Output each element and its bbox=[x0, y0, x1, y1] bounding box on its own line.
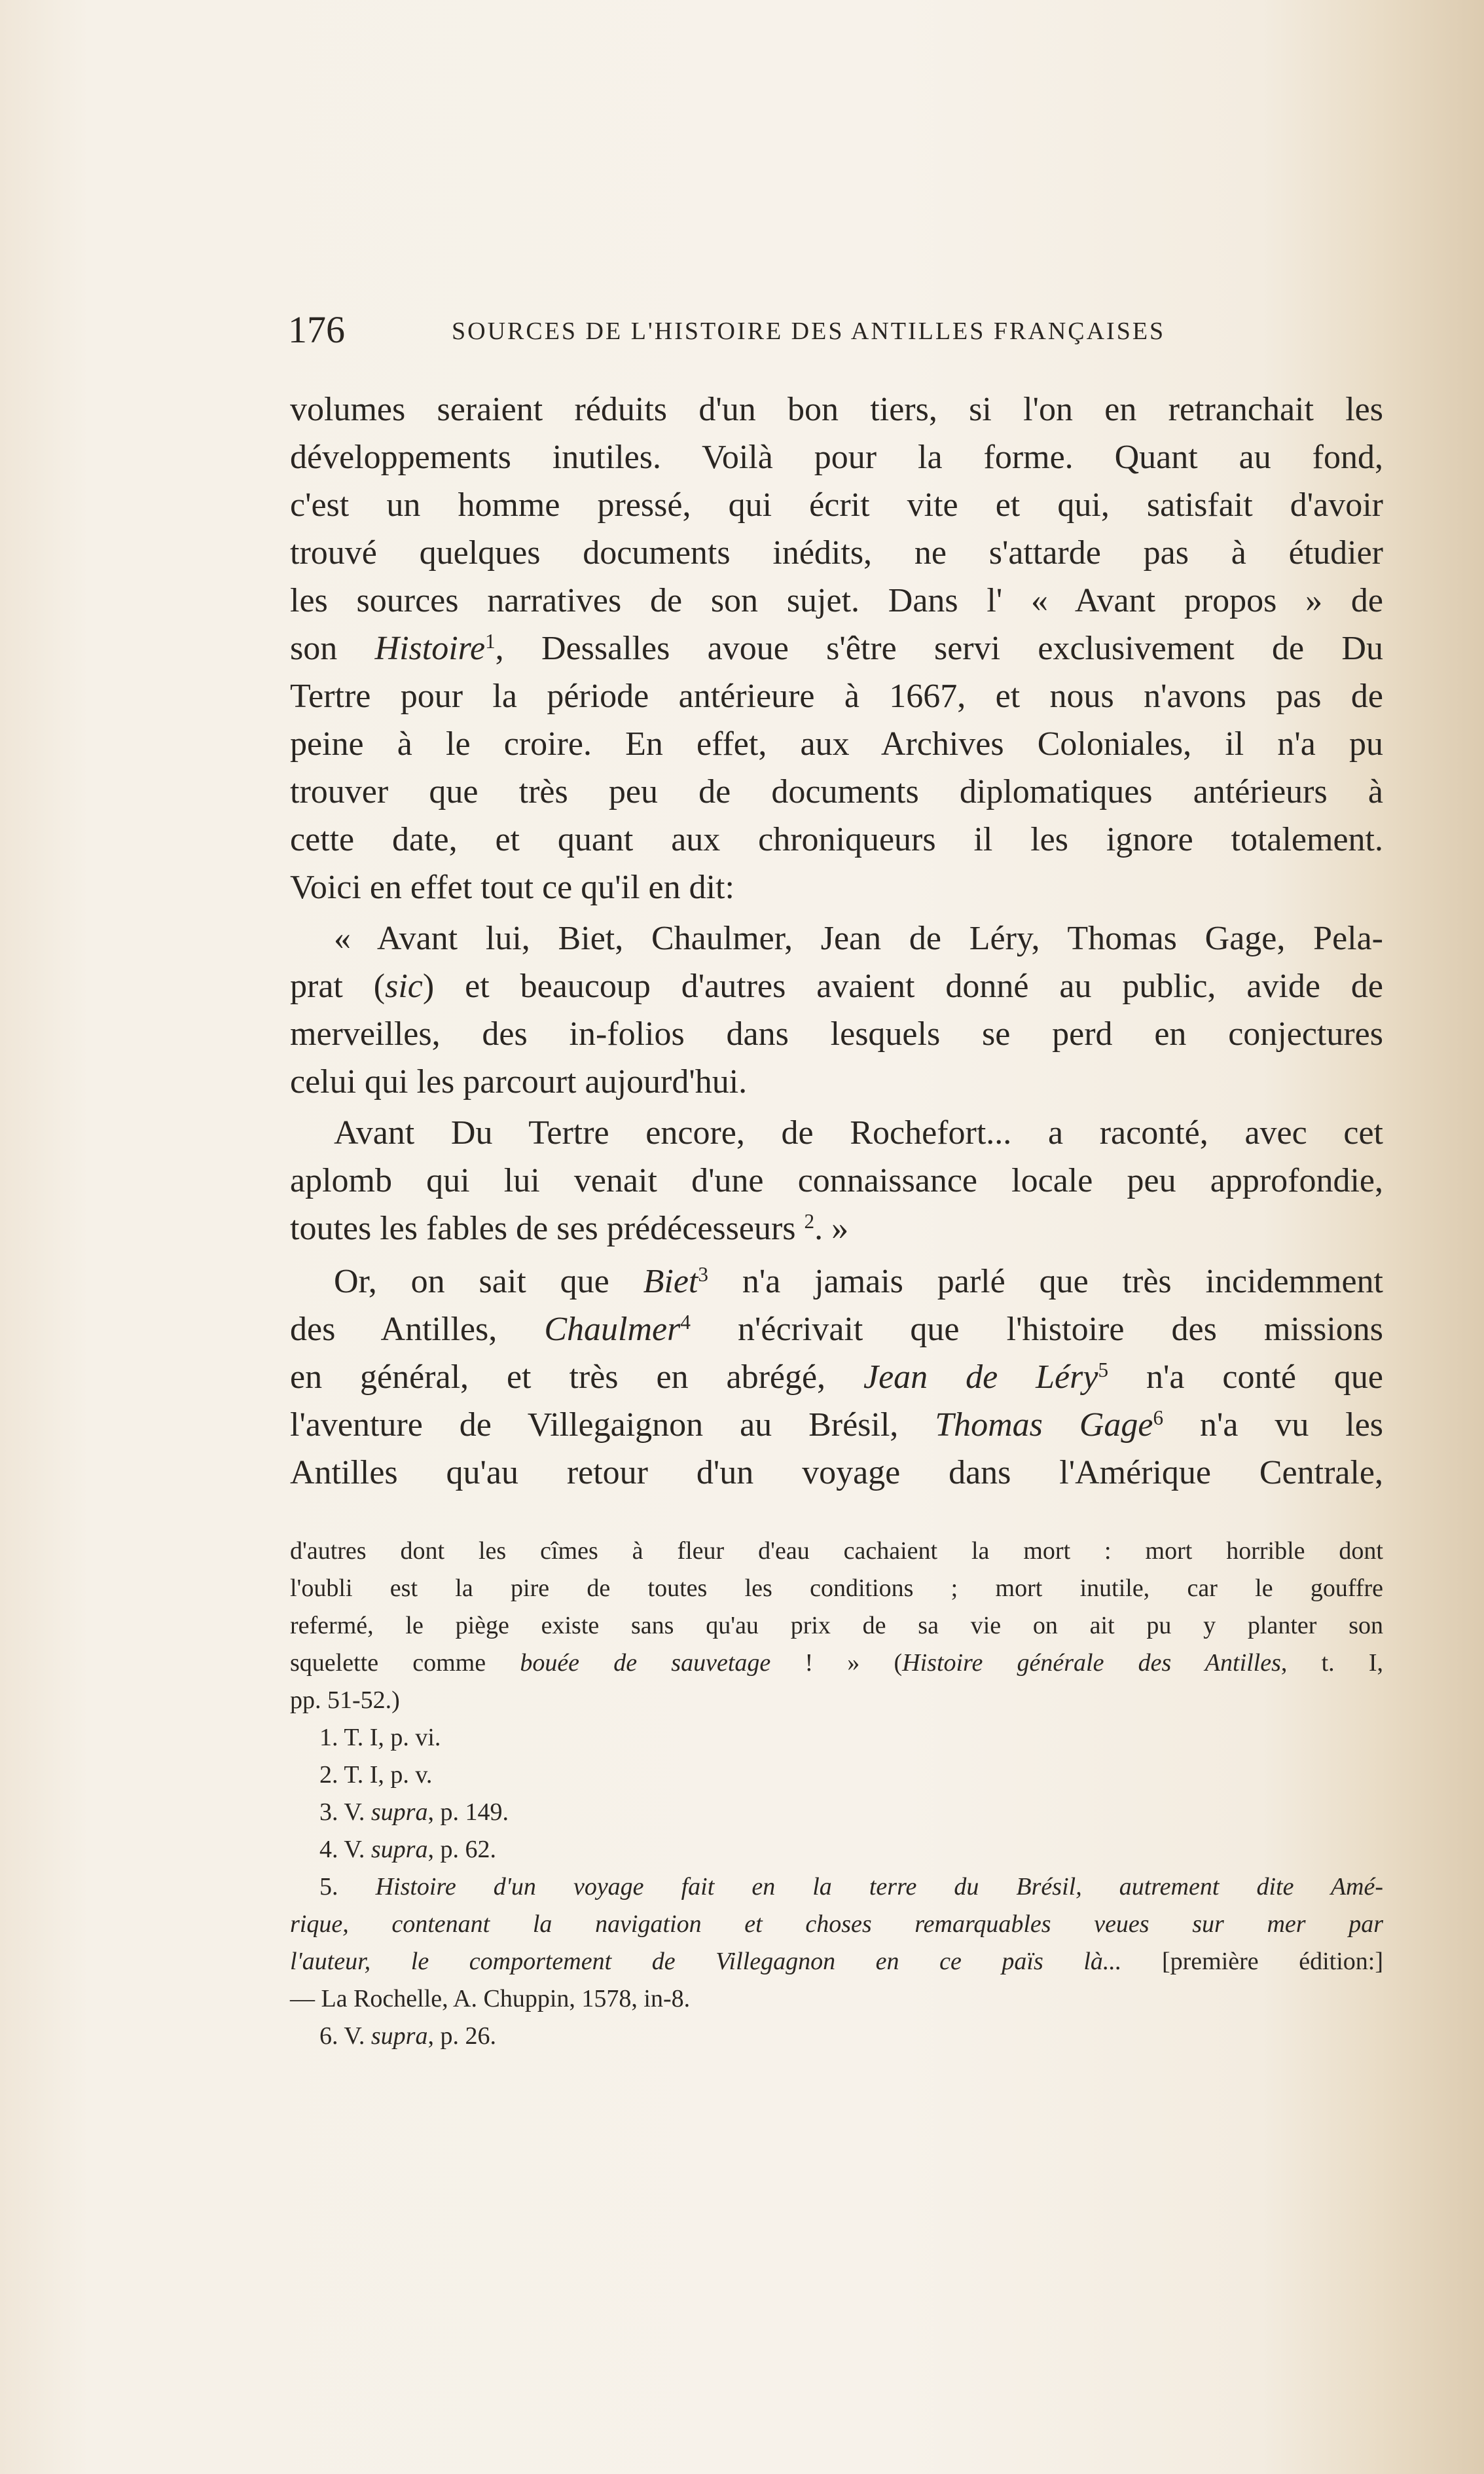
footnote-ref[interactable]: 5 bbox=[1098, 1358, 1109, 1381]
text: , p. 62. bbox=[427, 1836, 496, 1863]
quote-line: « Avant lui, Biet, Chaulmer, Jean de Léry, Thomas Gage, Pela- bbox=[334, 920, 1383, 957]
footnote-number: 3. bbox=[319, 1798, 338, 1826]
text: . » bbox=[814, 1210, 849, 1247]
body-line: Antilles qu'au retour d'un voyage dans l'Amérique Centrale, bbox=[290, 1454, 1383, 1491]
footnote-ref[interactable]: 6 bbox=[1153, 1406, 1164, 1429]
footnote-ref[interactable]: 1 bbox=[485, 629, 496, 653]
running-title: SOURCES DE L'HISTOIRE DES ANTILLES FRANÇAISES bbox=[452, 318, 1166, 345]
italic-text: supra bbox=[371, 1798, 428, 1826]
text: en général, et très en abrégé, bbox=[290, 1358, 863, 1396]
text: l'aventure de Villegaignon au Brésil, bbox=[290, 1406, 935, 1444]
body-line bbox=[290, 1310, 1384, 1348]
text: , t. I, bbox=[1280, 1649, 1384, 1677]
text: des Antilles, bbox=[290, 1311, 545, 1348]
footnote-5-line bbox=[290, 1912, 1383, 1937]
text: V. bbox=[344, 1798, 371, 1826]
footnote-ref[interactable]: 4 bbox=[680, 1310, 691, 1334]
quote-line: aplomb qui lui venait d'une connaissance locale peu approfondie, bbox=[290, 1162, 1383, 1199]
body-line bbox=[334, 1262, 1383, 1300]
footnote-text: T. I, p. v. bbox=[344, 1761, 433, 1789]
quote-line bbox=[290, 1209, 1383, 1247]
footnote-2 bbox=[319, 1762, 1383, 1787]
text: son bbox=[290, 630, 375, 667]
body-line: Voici en effet tout ce qu'il en dit: bbox=[290, 869, 734, 906]
body-line bbox=[290, 1408, 1383, 1442]
footnote-continuation-line: d'autres dont les cîmes à fleur d'eau cachaient la mort : mort horrible dont bbox=[290, 1537, 1383, 1565]
body-line bbox=[290, 1360, 1383, 1394]
text: Or, on sait que bbox=[334, 1263, 643, 1300]
footnote-continuation-line bbox=[290, 1650, 1383, 1675]
italic-name: Jean de Léry bbox=[863, 1358, 1098, 1396]
footnote-number: 1. bbox=[319, 1724, 338, 1751]
quote-line bbox=[290, 970, 1383, 1004]
text: n'a conté que bbox=[1108, 1358, 1384, 1396]
body-line: trouver que très peu de documents diplomatiques antérieurs à bbox=[290, 773, 1383, 810]
text: prat ( bbox=[290, 968, 386, 1005]
footnote-5 bbox=[319, 1874, 1383, 1899]
text: toutes les fables de ses prédécesseurs bbox=[290, 1210, 805, 1247]
body-line bbox=[290, 629, 1383, 667]
text: n'a vu les bbox=[1163, 1406, 1384, 1444]
italic-name: Thomas Gage bbox=[935, 1406, 1153, 1444]
italic-name: Chaulmer bbox=[544, 1311, 681, 1348]
italic-name: Biet bbox=[643, 1263, 698, 1300]
text: , Dessalles avoue s'être servi exclusivement de Du bbox=[495, 630, 1383, 667]
italic-title: Histoire bbox=[374, 630, 486, 667]
footnote-continuation-line: l'oubli est la pire de toutes les conditions ; mort inutile, car le gouffre bbox=[290, 1574, 1383, 1602]
text: ) et beaucoup d'autres avaient donné au public, avide de bbox=[422, 968, 1383, 1005]
page-header bbox=[288, 308, 1401, 354]
body-line: volumes seraient réduits d'un bon tiers, si l'on en retranchait les bbox=[290, 391, 1383, 428]
italic-title: Histoire générale des Antilles bbox=[902, 1649, 1281, 1677]
text: [première édition:] bbox=[1121, 1948, 1384, 1975]
footnote-ref[interactable]: 3 bbox=[698, 1262, 708, 1286]
footnote-4 bbox=[319, 1837, 1383, 1862]
text: , p. 149. bbox=[427, 1798, 509, 1826]
body-line: c'est un homme pressé, qui écrit vite et qui, satisfait d'avoir bbox=[290, 486, 1383, 524]
text: , p. 26. bbox=[427, 2022, 496, 2050]
quote-line: celui qui les parcourt aujourd'hui. bbox=[290, 1063, 748, 1101]
text: n'écrivait que l'histoire des missions bbox=[690, 1311, 1384, 1348]
footnote-1 bbox=[319, 1725, 1383, 1750]
italic-title: Histoire d'un voyage fait en la terre du Brésil, autrement dite Amé- bbox=[375, 1873, 1383, 1901]
text: V. bbox=[344, 2022, 371, 2050]
italic-text: supra bbox=[371, 1836, 428, 1863]
footnote-continuation-line: pp. 51-52.) bbox=[290, 1686, 400, 1714]
footnote-number: 6. bbox=[319, 2022, 338, 2050]
body-line: peine à le croire. En effet, aux Archives Coloniales, il n'a pu bbox=[290, 725, 1383, 763]
body-line: cette date, et quant aux chroniqueurs il les ignore totalement. bbox=[290, 821, 1383, 858]
footnote-number: 5. bbox=[319, 1873, 338, 1901]
footnote-3 bbox=[319, 1800, 1383, 1825]
footnote-5-line bbox=[290, 1949, 1383, 1974]
italic-title: l'auteur, le comportement de Villegagnon en ce païs là... bbox=[290, 1948, 1122, 1975]
page-number: 176 bbox=[288, 308, 345, 351]
footnote-continuation-line: refermé, le piège existe sans qu'au prix de sa vie on ait pu y planter son bbox=[290, 1612, 1383, 1639]
footnote-6 bbox=[319, 2024, 1383, 2048]
italic-sic: sic bbox=[385, 968, 423, 1005]
body-line: les sources narratives de son sujet. Dans l' « Avant propos » de bbox=[290, 582, 1383, 619]
text: V. bbox=[344, 1836, 371, 1863]
body-line: développements inutiles. Voilà pour la forme. Quant au fond, bbox=[290, 439, 1383, 476]
italic-text: supra bbox=[371, 2022, 428, 2050]
text: ! » ( bbox=[770, 1649, 903, 1677]
italic-title: rique, contenant la navigation et choses remarquables veues sur mer par bbox=[290, 1910, 1383, 1938]
body-line: trouvé quelques documents inédits, ne s'attarde pas à étudier bbox=[290, 534, 1383, 572]
footnote-5-line: — La Rochelle, A. Chuppin, 1578, in-8. bbox=[290, 1985, 691, 2012]
text: squelette comme bbox=[290, 1649, 520, 1677]
footnote-ref[interactable]: 2 bbox=[804, 1209, 815, 1233]
quote-line: merveilles, des in-folios dans lesquels se perd en conjectures bbox=[290, 1015, 1383, 1053]
footnote-number: 4. bbox=[319, 1836, 338, 1863]
italic-text: bouée de sauvetage bbox=[520, 1649, 771, 1677]
footnote-number: 2. bbox=[319, 1761, 338, 1789]
body-line: Tertre pour la période antérieure à 1667, et nous n'avons pas de bbox=[290, 678, 1383, 715]
text: n'a jamais parlé que très incidemment bbox=[708, 1263, 1383, 1300]
quote-line: Avant Du Tertre encore, de Rochefort... a raconté, avec cet bbox=[334, 1114, 1383, 1152]
footnote-text: T. I, p. vi. bbox=[344, 1724, 441, 1751]
